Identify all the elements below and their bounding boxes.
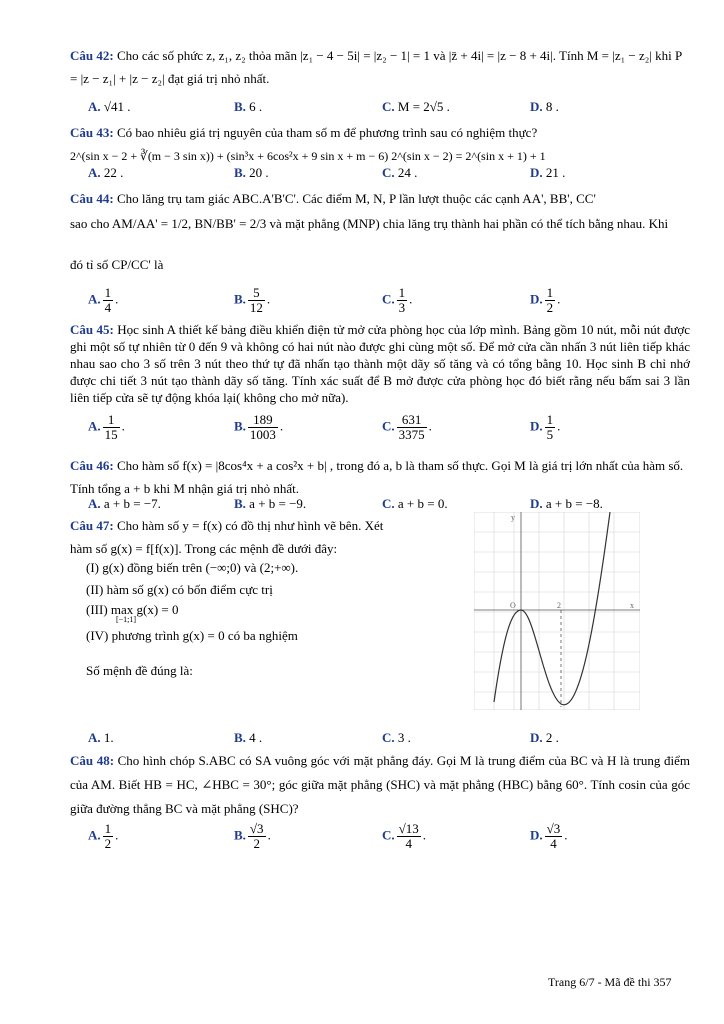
question-44 bbox=[70, 187, 690, 210]
answer-value: a + b = −7. bbox=[103, 496, 161, 511]
fraction-num: √3 bbox=[249, 821, 264, 836]
function-graph bbox=[474, 512, 640, 710]
graph-background bbox=[474, 512, 640, 710]
answer-value: a + b = 0. bbox=[397, 496, 448, 511]
fraction-den: 4 bbox=[550, 836, 557, 851]
question-45 bbox=[70, 321, 690, 406]
fraction-num: 631 bbox=[397, 413, 427, 428]
equation: 2^(sin x − 2 + ∛(m − 3 sin x)) + (sin³x + 6cos²x + 9 sin x + m − 6) 2^(sin x − 2) = 2^(sin x + 1) + 1 bbox=[70, 149, 546, 163]
answer-value: 21 . bbox=[545, 165, 566, 180]
fraction-den: 3 bbox=[398, 300, 406, 315]
answer-letter: C. bbox=[382, 165, 395, 180]
fraction-num: 1 bbox=[546, 412, 554, 427]
answer-value: 24 . bbox=[397, 165, 418, 180]
fraction-den: 3375 bbox=[398, 427, 425, 442]
question-text: Học sinh A thiết kế bảng điều khiển điện tử mở cửa phòng học của lớp mình. Bảng gồm 10 nút, mỗi nút được ghi một số tự nhiên từ 0 đến 9 và không có hai nút nào được ghi cùng một số. Để mở cửa cần nhấn 3 nút liên tiếp khác nhau sao cho 3 số trên 3 nút theo thứ tự đã nhấn tạo thành một dãy số tăng và có tổng bằng 10. Học sinh B chỉ nhớ được chi tiết 3 nút tạo thành dãy số tăng. Tính xác suất để B mở được cửa phòng học đó biết rằng nếu bấm sai 3 lần liên tiếp cửa sẽ tự động khóa lại( không cho mở nữa). bbox=[70, 322, 691, 405]
fraction-den: 12 bbox=[249, 300, 263, 315]
answer-letter: B. bbox=[234, 291, 246, 307]
answer-letter: B. bbox=[234, 165, 246, 180]
answer-value: 8 . bbox=[545, 99, 559, 114]
answer-letter: A. bbox=[88, 291, 101, 307]
answer-letter: D. bbox=[530, 291, 543, 307]
fraction-num: 1 bbox=[398, 285, 406, 300]
y-axis-label: y bbox=[511, 513, 515, 522]
question-label: Câu 44: bbox=[70, 191, 114, 206]
answer-letter: A. bbox=[88, 418, 101, 434]
question-43 bbox=[70, 121, 690, 168]
answer-letter: B. bbox=[234, 99, 246, 114]
answer-letter: C. bbox=[382, 291, 395, 307]
answer-letter: C. bbox=[382, 496, 395, 511]
answer-value: 22 . bbox=[103, 165, 124, 180]
statement-3-text: (III) max g(x) = 0 bbox=[86, 602, 179, 617]
question-text: Cho hàm số y = f(x) có đồ thị như hình vẽ bên. Xét bbox=[116, 518, 384, 533]
answer-letter: A. bbox=[88, 165, 101, 180]
fraction-num: 5 bbox=[248, 286, 265, 301]
statement-2: (II) hàm số g(x) có bốn điểm cực trị bbox=[86, 582, 273, 597]
fraction-den: 2 bbox=[253, 836, 260, 851]
question-44-line2 bbox=[70, 214, 690, 234]
answer-letter: D. bbox=[530, 730, 543, 745]
question-text: hàm số g(x) = f[f(x)]. Trong các mệnh đề dưới đây: bbox=[70, 541, 338, 556]
statement-4: (IV) phương trình g(x) = 0 có ba nghiệm bbox=[86, 628, 298, 643]
question-label: Câu 45: bbox=[70, 322, 114, 337]
answer-value: 20 . bbox=[249, 165, 269, 180]
tick-2-label: 2 bbox=[557, 601, 561, 610]
answer-letter: D. bbox=[530, 165, 543, 180]
question-text: Cho hình chóp S.ABC có SA vuông góc với mặt phẳng đáy. Gọi M là trung điểm của BC và H là trung điểm của AM. Biết HB = HC, ∠HBC = 30°; góc giữa mặt phẳng (SHC) và mặt phẳng (HBC) bằng 60°. Tính cosin của góc giữa đường thẳng BC và mặt phẳng (SHC)? bbox=[70, 753, 691, 816]
answer-value: M = 2√5 . bbox=[397, 99, 450, 114]
fraction-den: 2 bbox=[546, 300, 554, 315]
question-text: Có bao nhiêu giá trị nguyên của tham số m để phương trình sau có nghiệm thực? bbox=[116, 125, 538, 140]
answer-letter: A. bbox=[88, 99, 101, 114]
question-label: Câu 48: bbox=[70, 753, 115, 768]
question-48 bbox=[70, 749, 690, 821]
answer-letter: B. bbox=[234, 496, 246, 511]
fraction-num: 189 bbox=[248, 413, 278, 428]
question-text: Cho lăng trụ tam giác ABC.A'B'C'. Các điểm M, N, P lần lượt thuộc các cạnh AA', BB', CC' bbox=[116, 191, 596, 206]
answers-43 bbox=[70, 165, 690, 187]
answer-letter: B. bbox=[234, 827, 246, 843]
fraction-num: 1 bbox=[104, 821, 112, 836]
question-label: Câu 47: bbox=[70, 518, 114, 533]
question-label: Câu 43: bbox=[70, 125, 114, 140]
answer-value: a + b = −8. bbox=[545, 496, 603, 511]
question-text: Cho các số phức z, z₁, z₂ thỏa mãn |z₁ − 4 − 5i| = |z₂ − 1| = 1 và |z̄ + 4i| = |z − 8 + 4i|. Tính M = |z₁ − z₂| khi P = |z − z₁| + |z − z₂| đạt giá trị nhỏ nhất. bbox=[70, 48, 682, 86]
fraction-num: √13 bbox=[398, 821, 419, 836]
fraction-num: 1 bbox=[546, 285, 554, 300]
answer-letter: B. bbox=[234, 730, 246, 745]
answer-value: 3 . bbox=[397, 730, 411, 745]
answer-value: a + b = −9. bbox=[249, 496, 307, 511]
fraction-den: 1003 bbox=[249, 427, 276, 442]
fraction-num: √3 bbox=[546, 821, 561, 836]
answer-value: √41 . bbox=[103, 99, 131, 114]
statement-1: (I) g(x) đồng biến trên (−∞;0) và (2;+∞). bbox=[86, 560, 299, 575]
fraction-den: 4 bbox=[405, 836, 412, 851]
answer-value: 6 . bbox=[249, 99, 263, 114]
answer-letter: C. bbox=[382, 418, 395, 434]
fraction-den: 5 bbox=[546, 427, 554, 442]
answer-letter: D. bbox=[530, 827, 543, 843]
fraction-num: 1 bbox=[104, 285, 112, 300]
answer-letter: C. bbox=[382, 730, 395, 745]
answer-letter: A. bbox=[88, 496, 101, 511]
answer-letter: C. bbox=[382, 827, 395, 843]
question-42 bbox=[70, 44, 690, 90]
question-text: Cho hàm số f(x) = |8cos⁴x + a cos²x + b| , trong đó a, b là tham số thực. Gọi M là giá trị lớn nhất của hàm số. Tính tổng a + b khi M nhận giá trị nhỏ nhất. bbox=[70, 458, 684, 496]
answer-letter: D. bbox=[530, 418, 543, 434]
question-label: Câu 46: bbox=[70, 458, 114, 473]
answers-44: A. $\frac{1}{4}$ . B. $\frac{5}{12}$ . C. $\frac{1}{3}$ . D. $\frac{1}{2}$ . bbox=[88, 285, 561, 315]
answer-letter: C. bbox=[382, 99, 395, 114]
question-46 bbox=[70, 454, 690, 500]
answer-letter: D. bbox=[530, 99, 543, 114]
x-axis-label: x bbox=[630, 601, 634, 610]
fraction-den: 15 bbox=[104, 427, 118, 442]
answer-letter: A. bbox=[88, 827, 101, 843]
question-label: Câu 42: bbox=[70, 48, 114, 63]
statement-3 bbox=[86, 602, 179, 624]
question-text: đó tỉ số CP/CC' là bbox=[70, 257, 164, 272]
answer-letter: D. bbox=[530, 496, 543, 511]
question-44-line3 bbox=[70, 253, 690, 276]
fraction-num: 1 bbox=[103, 413, 120, 428]
answer-value: 4 . bbox=[249, 730, 263, 745]
statement-3-sub: [−1;1] bbox=[116, 615, 137, 624]
fraction-den: 4 bbox=[104, 300, 112, 315]
fraction-den: 2 bbox=[104, 836, 112, 851]
prompt: Số mệnh đề đúng là: bbox=[86, 663, 193, 678]
answer-value: 2 . bbox=[545, 730, 559, 745]
answer-value: 1. bbox=[103, 730, 114, 745]
question-47 bbox=[70, 514, 460, 560]
page-footer: Trang 6/7 - Mã đề thi 357 bbox=[548, 975, 672, 989]
answer-letter: B. bbox=[234, 418, 246, 434]
origin-label: O bbox=[510, 601, 516, 610]
answer-letter: A. bbox=[88, 730, 101, 745]
question-text: sao cho AM/AA' = 1/2, BN/BB' = 2/3 và mặt phẳng (MNP) chia lăng trụ thành hai phần có thể tích bằng nhau. Khi bbox=[70, 216, 669, 231]
answers-48: A. $\frac{1}{2}$ . B. $\frac{√3}{2}$ . C. $\frac{√13}{4}$ . D. $\frac{√3}{4}$ . bbox=[88, 821, 568, 851]
answers-42 bbox=[70, 99, 690, 121]
answers-45: A. $\frac{1}{15}$ . B. $\frac{189}{1003}$ . C. $\frac{631}{3375}$ . D. $\frac{1}{5}$ . bbox=[88, 412, 561, 442]
